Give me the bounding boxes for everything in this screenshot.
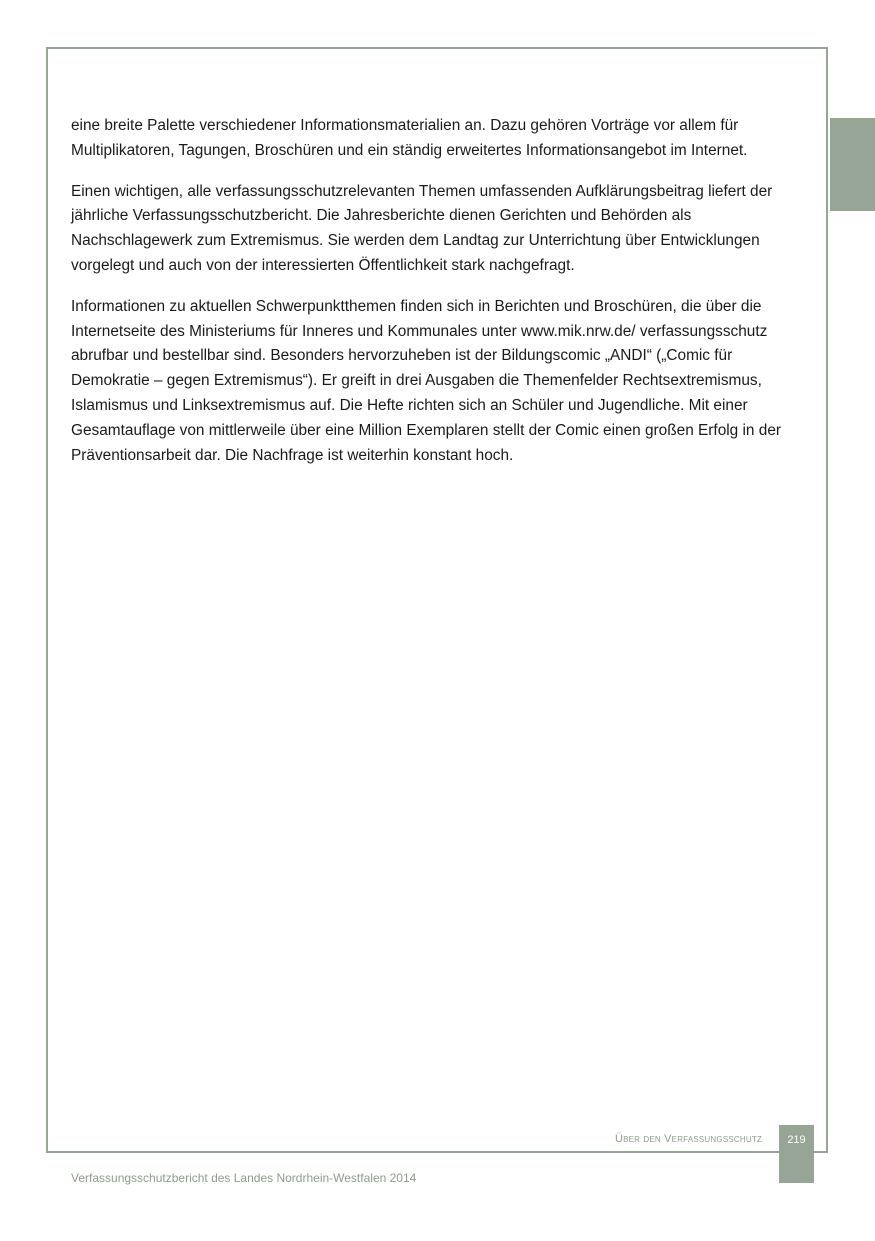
footer-publication-title: Verfassungsschutzbericht des Landes Nordrhein-Westfalen 2014 [71,1171,417,1185]
paragraph-3: Informationen zu aktuellen Schwerpunktthemen finden sich in Berichten und Broschüren, die über die Internetseite des Ministeriums für Inneres und Kommunales unter www.mik.nrw.de/ verfassungsschutz abrufbar und bestellbar sind. Besonders hervorzuheben ist der Bildungscomic „ANDI“ („Comic für Demokratie – gegen Extremismus“). Er greift in drei Ausgaben die Themenfelder Rechtsextremismus, Islamismus und Linksextremismus auf. Die Hefte richten sich an Schüler und Jugendliche. Mit einer Gesamtauflage von mittlerweile über eine Million Exemplaren stellt der Comic einen großen Erfolg in der Präventionsarbeit dar. Die Nachfrage ist weiterhin konstant hoch. [71,297,782,464]
paragraph-1: eine breite Palette verschiedener Informationsmaterialien an. Dazu gehören Vorträge vor allem für Multiplikatoren, Tagungen, Broschüren und ein ständig erweitertes Informationsangebot im Internet. [71,117,748,159]
page-number: 219 [787,1134,806,1146]
paragraph-2: Einen wichtigen, alle verfassungsschutzrelevanten Themen umfassenden Aufklärungsbeitrag liefert der jährliche Verfassungsschutzbericht. Die Jahresberichte dienen Gerichten und Behörden als Nachschlagewerk zum Extremismus. Sie werden dem Landtag zur Unterrichtung über Entwicklungen vorgelegt und auch von der interessierten Öffentlichkeit stark nachgefragt. [71,182,773,274]
body-text [71,114,787,484]
page-number-box [779,1125,814,1183]
footer-section-title: Über den Verfassungsschutz [614,1133,762,1145]
chapter-side-tab [830,118,875,211]
